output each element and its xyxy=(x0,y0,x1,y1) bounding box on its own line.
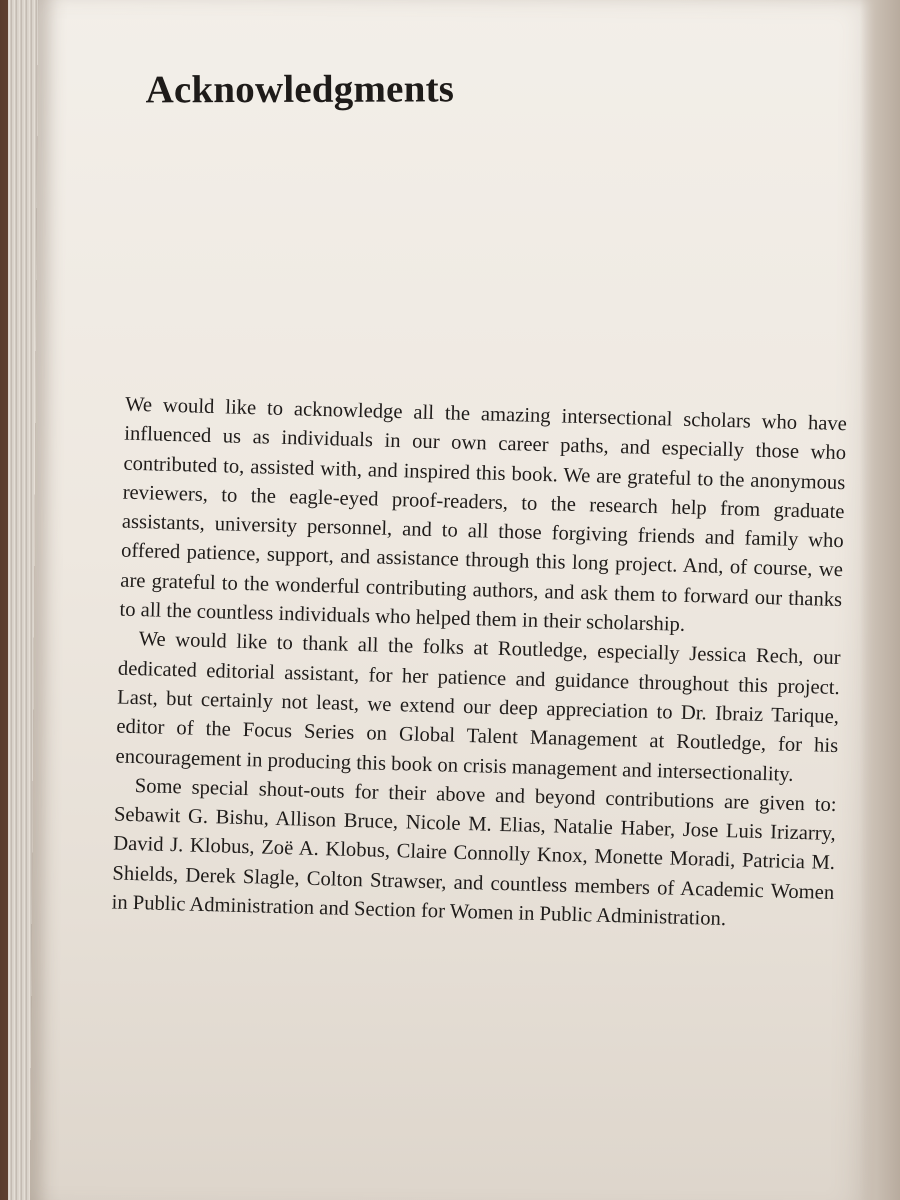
acknowledgments-body xyxy=(111,391,847,938)
paragraph-1: We would like to acknowledge all the amazing intersectional scholars who have influenced us as individuals in our own career paths, and especially those who contributed to, assisted with, and inspired this book. We are grateful to the anonymous reviewers, to the eagle-eyed proof-readers, to the research help from graduate assistants, university personnel, and to all those forgiving friends and family who offered patience, support, and assistance through this long project. And, of course, we are grateful to the wonderful contributing authors, and ask them to forward our thanks to all the countless individuals who helped them in their scholarship. xyxy=(119,393,848,636)
paragraph-3: Some special shout-outs for their above and beyond contributions are given to: Sebawit G. Bishu, Allison Bruce, Nicole M. Elias, Natalie Haber, Jose Luis Irizarry, David J. Klobus, Zoë A. Klobus, Claire Connolly Knox, Monette Moradi, Patricia M. Shields, Derek Slagle, Colton Strawser, and countless members of Academic Women in Public Administration and Section for Women in Public Administration. xyxy=(111,774,837,931)
paragraph-2: We would like to thank all the folks at Routledge, especially Jessica Rech, our dedicated editorial assistant, for her patience and guidance throughout this project. Last, but certainly not least, we extend our deep appreciation to Dr. Ibraiz Tarique, editor of the Focus Series on Global Talent Management at Routledge, for his encouragement in producing this book on crisis management and intersectionality. xyxy=(115,628,841,786)
page-gutter-shadow xyxy=(860,0,900,1200)
page-heading: Acknowledgments xyxy=(145,67,455,112)
book-page xyxy=(30,0,889,1200)
